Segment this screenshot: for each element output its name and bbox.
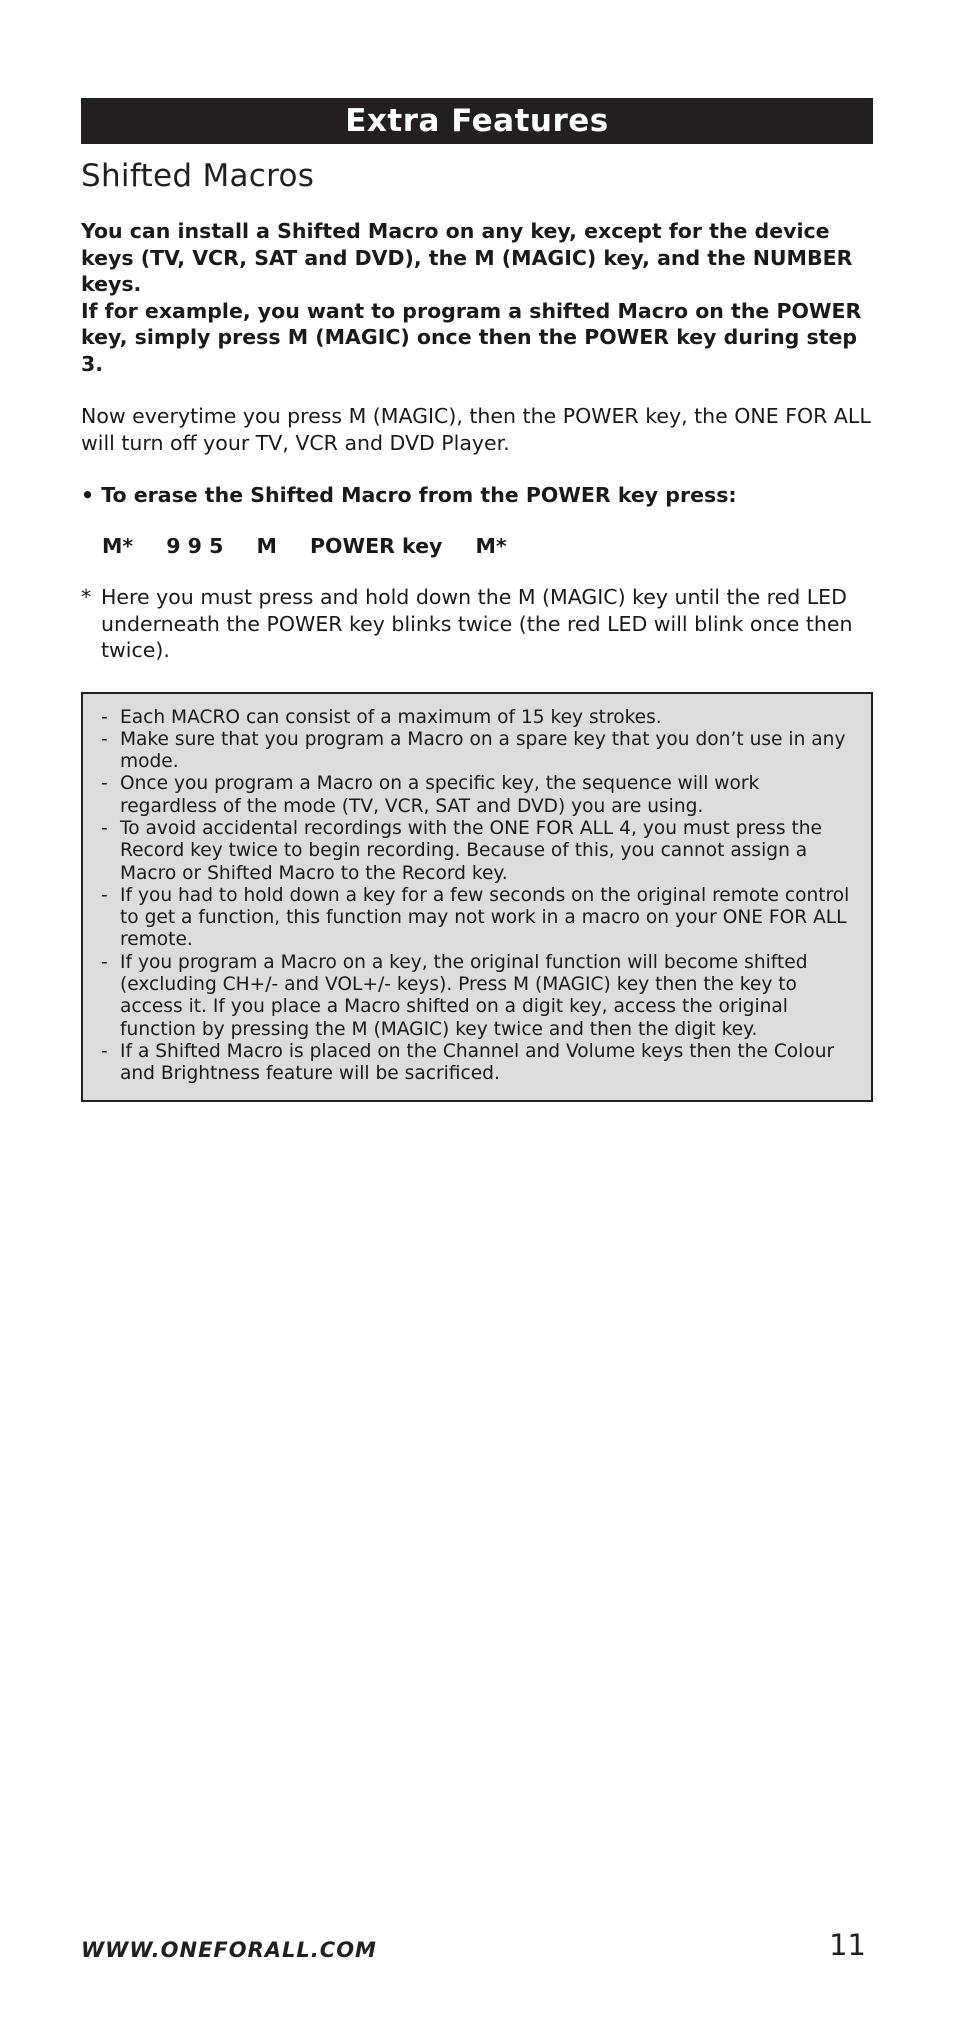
sequence-step: M* xyxy=(102,534,134,558)
tip-text: If you program a Macro on a key, the original function will become shifted (excluding CH+/- and VOL+/- keys). Press M (MAGIC) key then the key to access it. If you place a Macro shifted on a digit key, access the original function by pressing the M (MAGIC) key twice and then the digit key. xyxy=(120,951,808,1040)
tip-marker: - xyxy=(101,706,108,728)
sequence-step: M* xyxy=(475,534,507,558)
tip-text: If a Shifted Macro is placed on the Channel and Volume keys then the Colour and Brightness feature will be sacrificed. xyxy=(120,1040,835,1085)
intro-paragraph-2: If for example, you want to program a shifted Macro on the POWER key, simply press M (MAGIC) once then the POWER key during step 3. xyxy=(81,298,862,376)
sequence-step: 9 9 5 xyxy=(166,534,224,558)
tip-item xyxy=(101,818,853,885)
tip-item xyxy=(101,773,853,818)
tip-item xyxy=(101,885,853,952)
tips-box xyxy=(81,692,873,1102)
section-banner: Extra Features xyxy=(81,98,873,144)
tip-text: To avoid accidental recordings with the ONE FOR ALL 4, you must press the Record key twice to begin recording. Because of this, you cannot assign a Macro or Shifted Macro to the Record key. xyxy=(120,817,822,884)
tip-marker: - xyxy=(101,951,108,973)
tip-item xyxy=(101,729,853,774)
page-number: 11 xyxy=(829,1928,866,1962)
tip-text: Each MACRO can consist of a maximum of 15 key strokes. xyxy=(120,706,662,728)
tip-text: Once you program a Macro on a specific key, the sequence will work regardless of the mode (TV, VCR, SAT and DVD) you are using. xyxy=(120,773,760,817)
sequence-step: M xyxy=(256,534,277,558)
tip-marker: - xyxy=(101,884,108,906)
tip-marker: - xyxy=(101,728,108,750)
manual-page xyxy=(81,98,873,1102)
tip-text: Make sure that you program a Macro on a spare key that you don’t use in any mode. xyxy=(120,728,846,773)
tip-marker: - xyxy=(101,817,108,839)
page-title: Shifted Macros xyxy=(81,158,315,194)
footnote-text: Here you must press and hold down the M (MAGIC) key until the red LED underneath the POWER key blinks twice (the red LED will blink once then twice). xyxy=(101,585,853,662)
tip-item xyxy=(101,1041,853,1086)
tip-item xyxy=(101,952,853,1041)
tip-marker: - xyxy=(101,773,108,795)
erase-instruction: • To erase the Shifted Macro from the POWER key press: xyxy=(81,483,737,507)
tip-item xyxy=(101,707,853,729)
sequence-step: POWER key xyxy=(310,534,443,558)
intro-block xyxy=(81,218,873,377)
key-sequence xyxy=(102,534,873,558)
intro-paragraph-1: You can install a Shifted Macro on any key, except for the device keys (TV, VCR, SAT and DVD), the M (MAGIC) key, and the NUMBER keys. xyxy=(81,219,853,296)
footnote-marker: * xyxy=(81,585,92,609)
tip-marker: - xyxy=(101,1040,108,1062)
body-paragraph: Now everytime you press M (MAGIC), then the POWER key, the ONE FOR ALL will turn off your TV, VCR and DVD Player. xyxy=(81,404,871,455)
website-url: WWW.ONEFORALL.COM xyxy=(81,1938,377,1962)
footnote xyxy=(81,584,873,664)
tip-text: If you had to hold down a key for a few seconds on the original remote control to get a function, this function may not work in a macro on your ONE FOR ALL remote. xyxy=(120,884,850,951)
